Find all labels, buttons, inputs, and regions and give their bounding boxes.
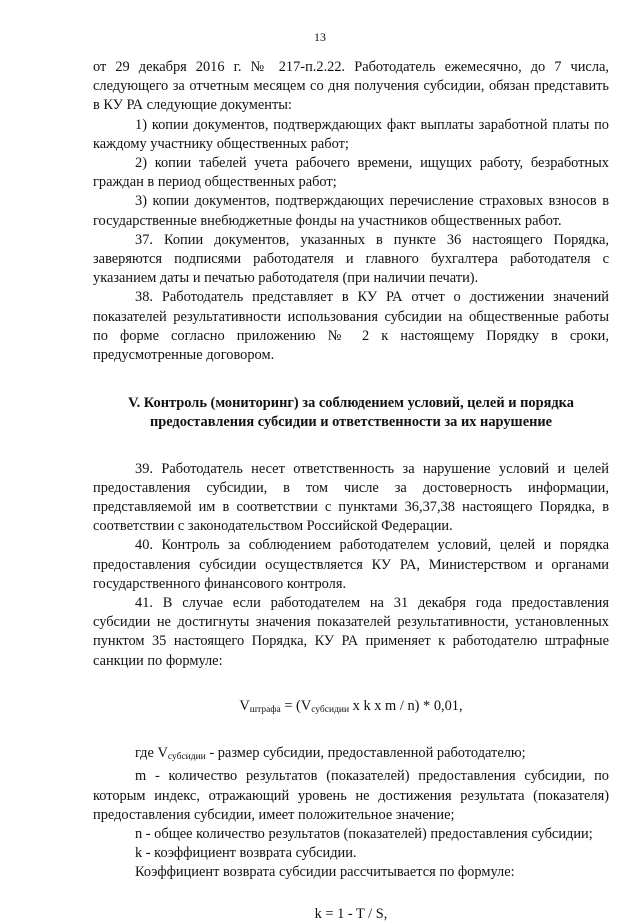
paragraph-item-3: 3) копии документов, подтверждающих перечисление страховых взносов в государственные внебюджетные фонды на участников общественных работ. [93,193,609,229]
section-heading-line-1: V. Контроль (мониторинг) за соблюдением условий, целей и порядка [128,395,574,412]
paragraph-39: 39. Работодатель несет ответственность за нарушение условий и целей предоставления субсидии, в том числе за достоверность информации, представляемой им в соответствии с пунктами 36,37,38 настоящего Порядка, в соответствии с законодательством Российской Федерации. [93,460,609,535]
definition-m: m - количество результатов (показателей) предоставления субсидии, по которым индекс, отражающий уровень не достижения результата (показателя) предоставления субсидии, имеет положительное значение; [93,768,609,823]
formula-rest: x k x m / n) * 0,01, [349,697,463,714]
section-heading-line-2: предоставления субсидии и ответственности за их нарушение [149,414,553,431]
definition-n: n - общее количество результатов (показателей) предоставления субсидии; [135,825,593,842]
fine-formula [93,697,609,720]
paragraph-item-2: 2) копии табелей учета рабочего времени, ищущих работу, безработных граждан в период общественных работ; [93,155,609,191]
paragraph-continuation: от 29 декабря 2016 г. № 217-п.2.22. Работодатель ежемесячно, до 7 числа, следующего за отчетным месяцем со дня получения субсидии, обязан представить в КУ РА следующие документы: [93,59,609,114]
page-number: 13 [314,30,326,44]
paragraph-41: 41. В случае если работодателем на 31 декабря года предоставления субсидии не достигнуты значения показателей результативности, установленных пунктом 35 настоящего Порядка, КУ РА применяет к работодателю штрафные санкции по формуле: [93,595,609,669]
paragraph-37: 37. Копии документов, указанных в пункте 36 настоящего Порядка, заверяются подписями работодателя и главного бухгалтера работодателя с указанием даты и печатью работодателя (при наличии печати). [93,231,609,287]
formula-sub-subsidy: субсидии [311,704,350,715]
formula-sub-fine: штрафа [249,704,281,715]
definition-v-text: - размер субсидии, предоставленной работодателю; [205,745,526,762]
definition-v-sub: субсидии [167,752,206,763]
definition-v-subsidy [93,744,609,767]
formula-eq-open: = (V [280,697,312,714]
section-heading [93,394,609,432]
definition-v-prefix: где V [135,745,168,762]
return-coefficient-formula: k = 1 - T / S, [314,905,388,922]
paragraph-item-1: 1) копии документов, подтверждающих факт выплаты заработной платы по каждому участнику общественных работ; [93,116,609,152]
paragraph-40: 40. Контроль за соблюдением работодателем условий, целей и порядка предоставления субсидии осуществляется КУ РА, Министерством и органами государственного финансового контроля. [93,537,609,592]
formula-v: V [239,697,250,714]
paragraph-38: 38. Работодатель представляет в КУ РА отчет о достижении значений показателей результативности использования субсидии на общественные работы по форме согласно приложению № 2 к настоящему Порядку в сроки, предусмотренные договором. [93,289,609,364]
document-body [93,58,609,924]
k-formula-intro: Коэффициент возврата субсидии рассчитывается по формуле: [135,864,515,881]
definition-k: k - коэффициент возврата субсидии. [135,845,357,862]
